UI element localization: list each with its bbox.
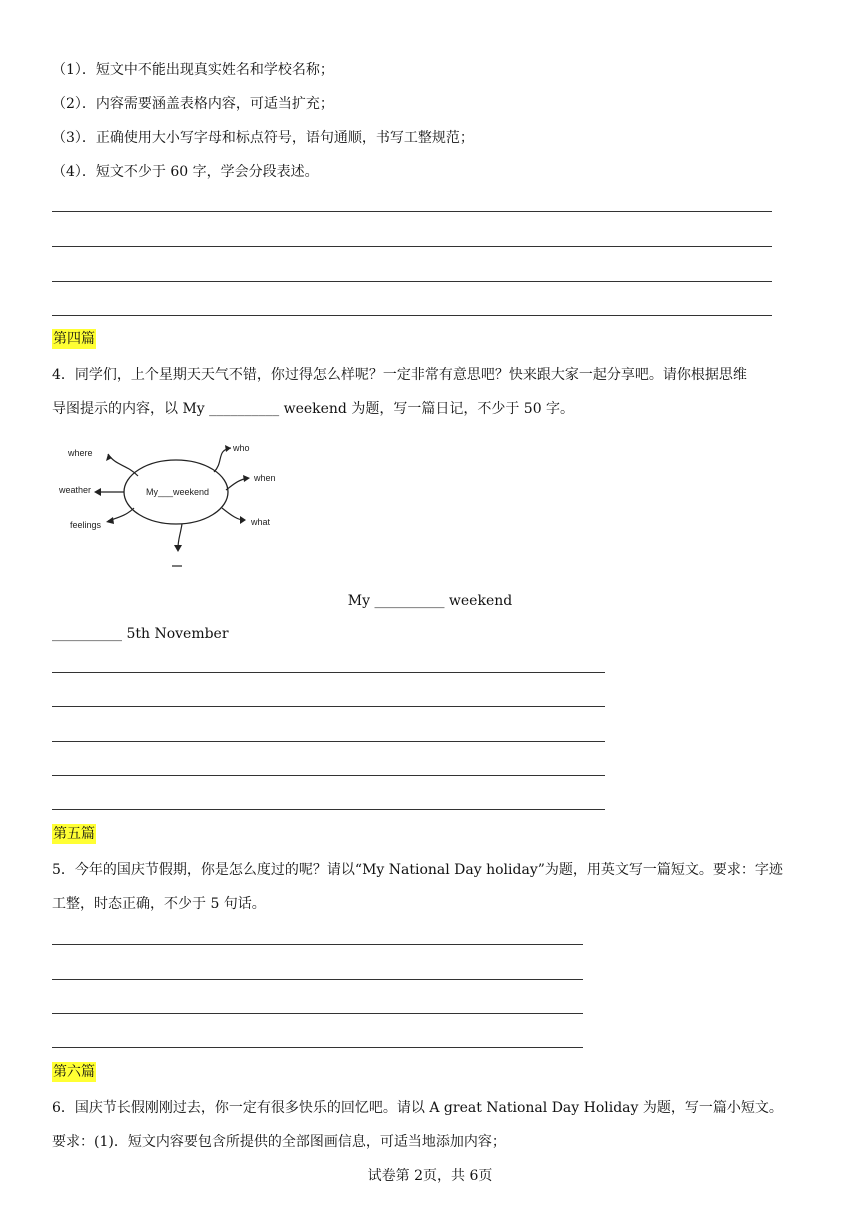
requirement-4: （4）．短文不少于 60 字，学会分段表述。 — [52, 164, 319, 180]
question-5-line-2: 工整，时态正确，不少于 5 句话。 — [52, 896, 266, 912]
question-5-line-1: 5．今年的国庆节假期，你是怎么度过的呢？请以“My National Day holiday”为题，用英文写一篇短文。要求：字迹 — [52, 862, 783, 878]
requirement-2: （2）．内容需要涵盖表格内容，可适当扩充； — [52, 96, 334, 112]
section-tag-4: 第四篇 — [53, 331, 95, 347]
section-tag-6: 第六篇 — [53, 1064, 95, 1080]
answer-line[interactable] — [52, 944, 583, 945]
mind-map-diagram — [56, 436, 296, 576]
section-tag-5: 第五篇 — [53, 826, 95, 842]
answer-line[interactable] — [52, 979, 583, 980]
answer-line[interactable] — [52, 672, 605, 673]
answer-line[interactable] — [52, 1013, 583, 1014]
question-4-line-1: 4．同学们，上个星期天天气不错，你过得怎么样呢？一定非常有意思吧？快来跟大家一起分享吧。请你根据思维 — [52, 367, 747, 383]
answer-line[interactable] — [52, 1047, 583, 1048]
answer-line[interactable] — [52, 281, 772, 282]
page-footer: 试卷第 2页，共 6页 — [367, 1168, 493, 1184]
mind-map-node-what: what — [251, 517, 271, 527]
mind-map-node-where: where — [68, 448, 93, 458]
question-4-line-2: 导图提示的内容，以 My __________ weekend 为题，写一篇日记，不少于 50 字。 — [52, 401, 575, 417]
requirement-1: （1）．短文中不能出现真实姓名和学校名称； — [52, 62, 334, 78]
question-6-line-1: 6．国庆节长假刚刚过去，你一定有很多快乐的回忆吧。请以 A great National Day Holiday 为题，写一篇小短文。 — [52, 1100, 783, 1116]
requirement-3: （3）．正确使用大小写字母和标点符号，语句通顺，书写工整规范； — [52, 130, 474, 146]
answer-line[interactable] — [52, 706, 605, 707]
diary-date: __________ 5th November — [52, 626, 229, 642]
mind-map-node-who: who — [233, 443, 250, 453]
mind-map-node-weather: weather — [59, 485, 92, 495]
answer-line[interactable] — [52, 211, 772, 212]
answer-line[interactable] — [52, 809, 605, 810]
answer-line[interactable] — [52, 775, 605, 776]
mind-map-node-when: when — [254, 473, 276, 483]
question-6-line-2: 要求：(1)．短文内容要包含所提供的全部图画信息，可适当地添加内容； — [52, 1134, 506, 1150]
answer-line[interactable] — [52, 246, 772, 247]
mind-map-center-text: My___weekend — [146, 487, 210, 497]
answer-line[interactable] — [52, 741, 605, 742]
mind-map-node-feelings: feelings — [70, 520, 102, 530]
answer-line[interactable] — [52, 315, 772, 316]
diary-title: My __________ weekend — [347, 593, 513, 609]
